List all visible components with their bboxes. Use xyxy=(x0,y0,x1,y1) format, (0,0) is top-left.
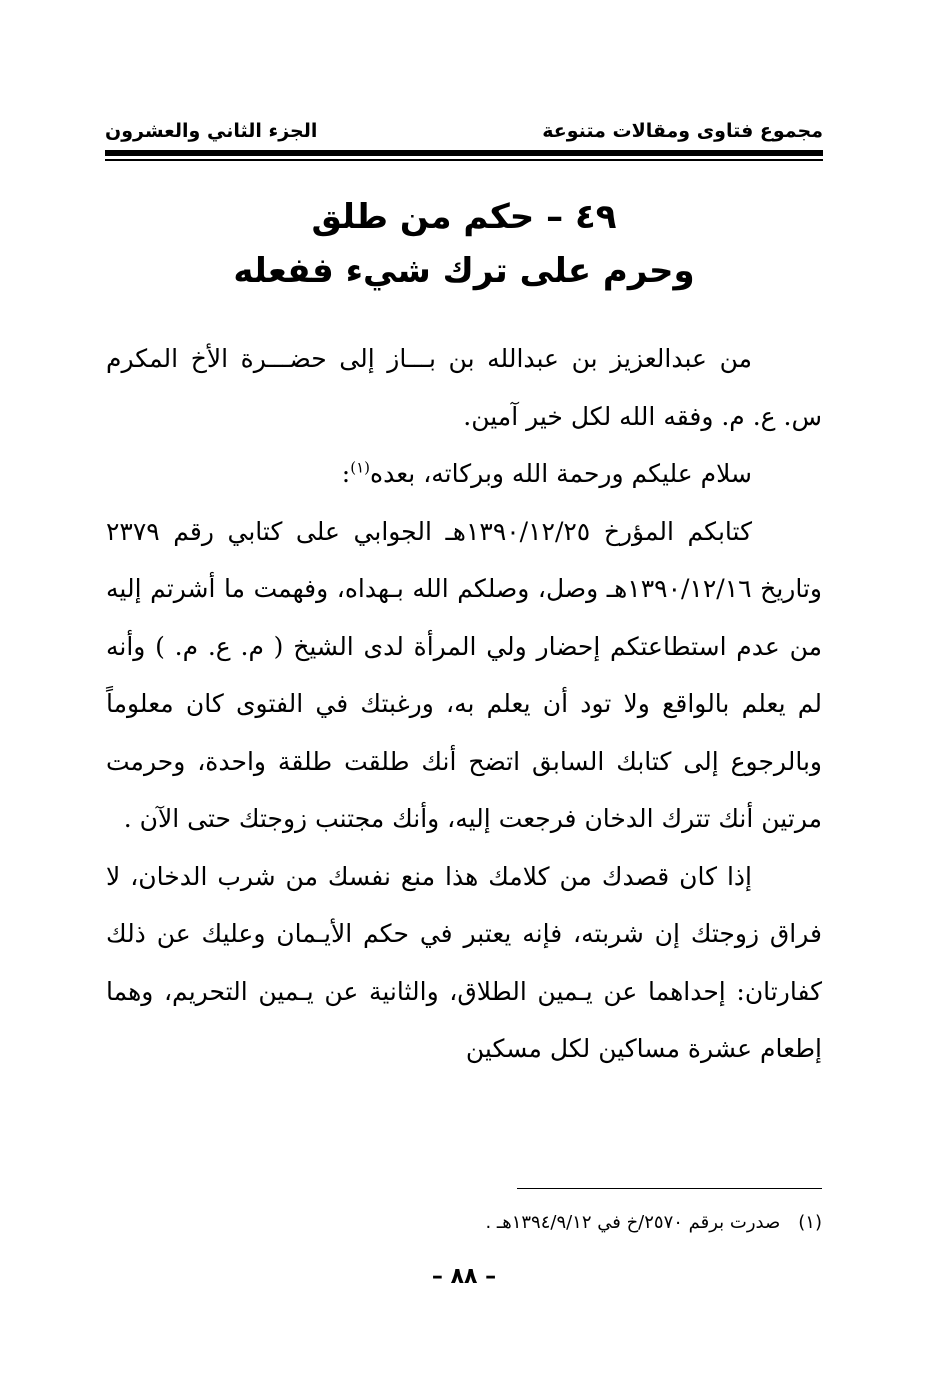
header-rule-thin xyxy=(105,159,823,161)
footnote-number: (١) xyxy=(798,1212,822,1233)
paragraph-ruling: إذا كان قصدك من كلامك هذا منع نفسك من شرب الدخان، لا فراق زوجتك إن شربته، فإنه يعتبر في حكم الأيـمان وعليك عن ذلك كفارتان: إحداهما عن يـمين الطلاق، والثانية عن يـمين التحريم، وهما إطعام عشرة مساكين لكل مسكين xyxy=(106,861,822,1063)
footnote-ref: (١) xyxy=(350,458,371,477)
footnote-rule xyxy=(517,1188,822,1189)
footnote-text: صدرت برقم ٢٥٧٠/خ في ١٣٩٤/٩/١٢هـ . xyxy=(485,1212,781,1233)
paragraph-greeting xyxy=(106,445,822,503)
part-label: الجزء الثاني والعشرون xyxy=(105,120,318,142)
running-header xyxy=(105,112,823,148)
paragraph-letter: كتابكم المؤرخ ١٣٩٠/١٢/٢٥هـ الجوابي على كتابي رقم ٢٣٧٩ وتاريخ ١٣٩٠/١٢/١٦هـ وصل، وصلكم الله بـهداه، وفهمت ما أشرتم إليه من عدم استطاعتكم إحضار ولي المرأة لدى الشيخ ( م. ع. م. ) وأنه لم يعلم بالواقع ولا تود أن يعلم به، ورغبتك في الفتوى كان معلوماً وبالرجوع إلى كتابك السابق اتضح أنك طلقت طلقة واحدة، وحرمت مرتين أنك تترك الدخان فرجعت إليه، وأنك مجتنب زوجتك حتى الآن . xyxy=(106,516,822,833)
title-line-1: ٤٩ – حكم من طلق xyxy=(311,197,617,237)
paragraph-opening: من عبدالعزيز بن عبدالله بن بـــاز إلى حضـــرة الأخ المكرم س. ع. م. وفقه الله لكل خير آمين. xyxy=(106,344,822,431)
footnote xyxy=(106,1208,822,1238)
body-text xyxy=(106,330,822,1078)
greeting-colon: : xyxy=(341,459,351,488)
title-line-2: وحرم على ترك شيء ففعله xyxy=(233,251,695,291)
book-title: مجموع فتاوى ومقالات متنوعة xyxy=(542,120,823,142)
section-title xyxy=(105,190,823,298)
header-rule-thick xyxy=(105,150,823,156)
page-number: – ٨٨ – xyxy=(431,1264,497,1289)
greeting-text: سلام عليكم ورحمة الله وبركاته، بعده xyxy=(370,459,752,488)
